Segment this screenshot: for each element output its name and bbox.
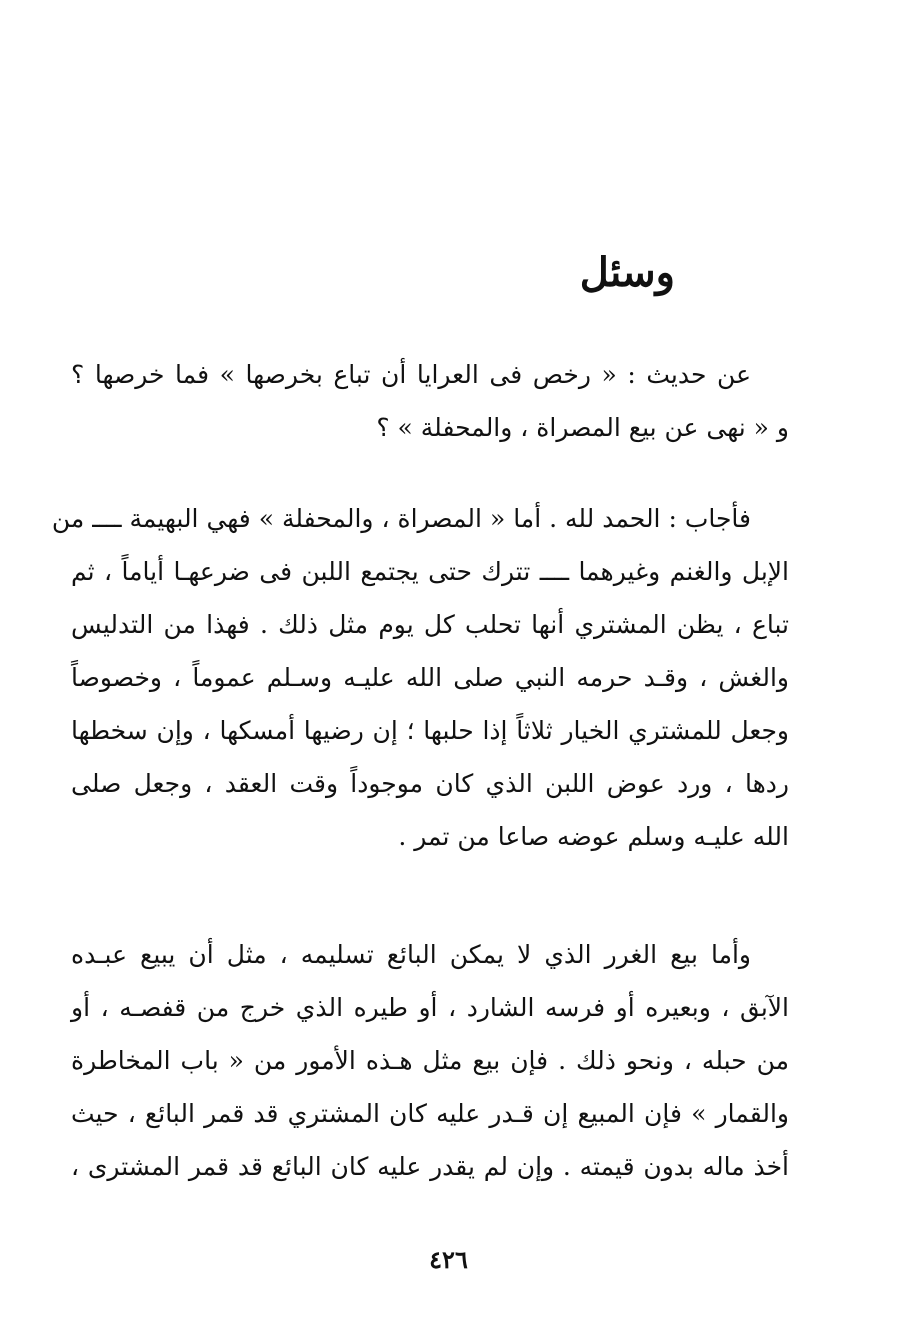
answer-line: ردها ، ورد عوض اللبن الذي كان موجوداً وقت العقد ، وجعل صلى	[71, 769, 789, 798]
question-paragraph	[71, 348, 789, 454]
page-number: ٤٢٦	[429, 1245, 468, 1274]
gharar-line: من حبله ، ونحو ذلك . فإن بيع مثل هـذه الأمور من « باب المخاطرة	[71, 1046, 789, 1075]
answer-line: الله عليـه وسلم عوضه صاعا من تمر .	[398, 822, 789, 851]
gharar-line: أخذ ماله بدون قيمته . وإن لم يقدر عليه كان البائع قد قمر المشترى ،	[71, 1152, 789, 1181]
section-heading: وسئل	[579, 249, 675, 296]
answer-paragraph	[51, 492, 789, 863]
answer-line: وجعل للمشتري الخيار ثلاثاً إذا حلبها ؛ إن رضيها أمسكها ، وإن سخطها	[71, 716, 789, 745]
question-line: و « نهى عن بيع المصراة ، والمحفلة » ؟	[376, 413, 789, 442]
answer-line: فأجاب : الحمد لله . أما « المصراة ، والمحفلة » فهي البهيمة ــــ من	[51, 504, 751, 533]
answer-line: الإبل والغنم وغيرهما ــــ تترك حتى يجتمع اللبن فى ضرعهـا أياماً ، ثم	[71, 557, 789, 586]
gharar-line: الآبق ، وبعيره أو فرسه الشارد ، أو طيره الذي خرج من قفصـه ، أو	[71, 993, 789, 1022]
gharar-line: والقمار » فإن المبيع إن قـدر عليه كان المشتري قد قمر البائع ، حيث	[71, 1099, 789, 1128]
answer-line: والغش ، وقـد حرمه النبي صلى الله عليـه وسـلم عموماً ، وخصوصاً	[71, 663, 789, 692]
question-line: عن حديث : « رخص فى العرايا أن تباع بخرصها » فما خرصها ؟	[71, 360, 751, 389]
gharar-paragraph	[71, 928, 789, 1193]
answer-line: تباع ، يظن المشتري أنها تحلب كل يوم مثل ذلك . فهذا من التدليس	[71, 610, 789, 639]
gharar-line: وأما بيع الغرر الذي لا يمكن البائع تسليمه ، مثل أن يبيع عبـده	[71, 940, 751, 969]
